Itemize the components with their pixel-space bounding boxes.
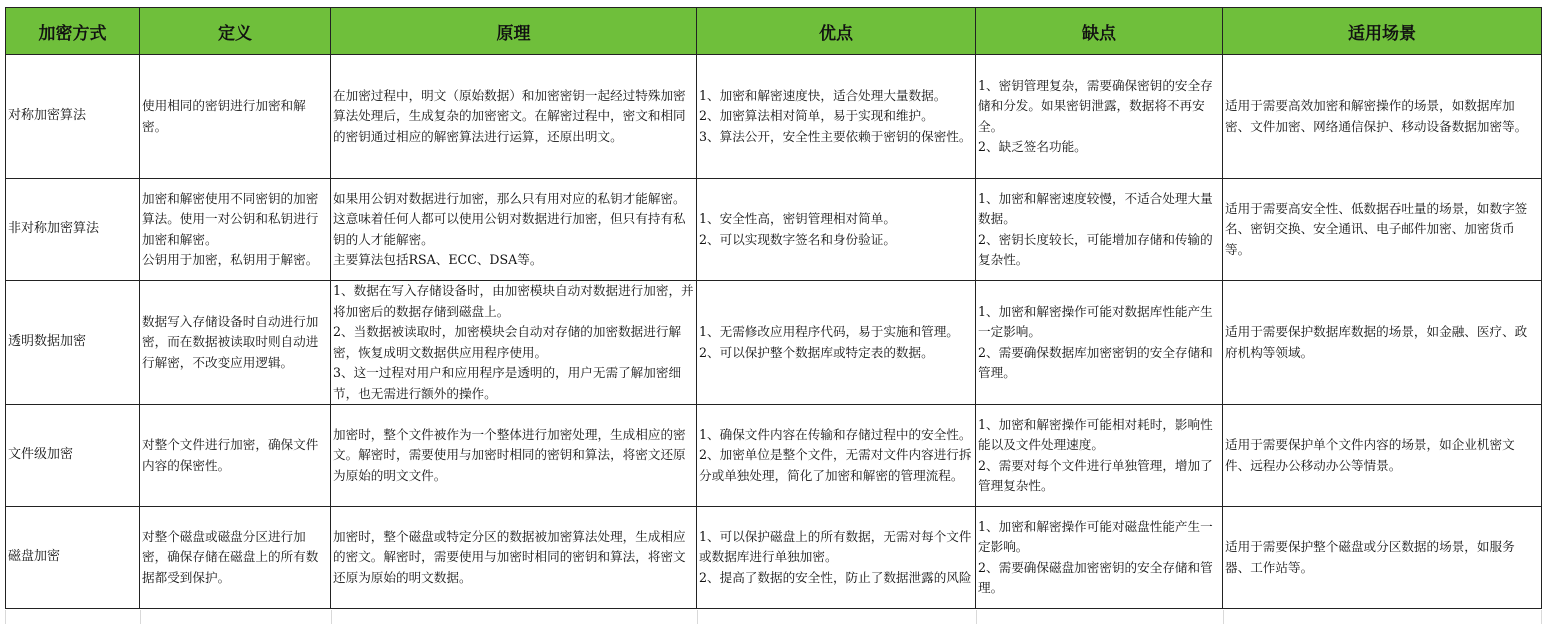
header-definition[interactable]: 定义 <box>140 8 331 55</box>
cell-pros[interactable]: 1、加密和解密速度快，适合处理大量数据。 2、加密算法相对简单，易于实现和维护。 3、算法公开，安全性主要依赖于密钥的保密性。 <box>697 55 976 179</box>
cell-definition[interactable]: 数据写入存储设备时自动进行加密，而在数据被读取时则自动进行解密，不改变应用逻辑。 <box>140 281 331 405</box>
cell-scenarios[interactable]: 适用于需要高安全性、低数据吞吐量的场景，如数字签名、密钥交换、安全通讯、电子邮件加密、加密货币等。 <box>1223 179 1542 281</box>
table-row <box>6 507 1542 609</box>
cell-cons[interactable]: 1、加密和解密操作可能对磁盘性能产生一定影响。 2、需要确保磁盘加密密钥的安全存储和管理。 <box>976 507 1223 609</box>
cell-principle[interactable]: 加密时，整个磁盘或特定分区的数据被加密算法处理，生成相应的密文。解密时，需要使用与加密时相同的密钥和算法，将密文还原为原始的明文数据。 <box>331 507 697 609</box>
encryption-table <box>5 7 1542 609</box>
cell-definition[interactable]: 对整个磁盘或磁盘分区进行加密，确保存储在磁盘上的所有数据都受到保护。 <box>140 507 331 609</box>
cell-method[interactable]: 对称加密算法 <box>6 55 140 179</box>
header-cons[interactable]: 缺点 <box>976 8 1223 55</box>
cell-method[interactable]: 文件级加密 <box>6 405 140 507</box>
table-row <box>6 405 1542 507</box>
cell-method[interactable]: 磁盘加密 <box>6 507 140 609</box>
header-method[interactable]: 加密方式 <box>6 8 140 55</box>
header-pros[interactable]: 优点 <box>697 8 976 55</box>
cell-cons[interactable]: 1、加密和解密速度较慢，不适合处理大量数据。 2、密钥长度较长，可能增加存储和传输的复杂性。 <box>976 179 1223 281</box>
gridline <box>6 610 1542 624</box>
cell-definition[interactable]: 使用相同的密钥进行加密和解密。 <box>140 55 331 179</box>
cell-principle[interactable]: 如果用公钥对数据进行加密，那么只有用对应的私钥才能解密。这意味着任何人都可以使用公钥对数据进行加密，但只有持有私钥的人才能解密。 主要算法包括RSA、ECC、DSA等。 <box>331 179 697 281</box>
table-row <box>6 281 1542 405</box>
cell-scenarios[interactable]: 适用于需要保护单个文件内容的场景，如企业机密文件、远程办公移动办公等情景。 <box>1223 405 1542 507</box>
cell-cons[interactable]: 1、加密和解密操作可能对数据库性能产生一定影响。 2、需要确保数据库加密密钥的安全存储和管理。 <box>976 281 1223 405</box>
cell-principle[interactable]: 1、数据在写入存储设备时，由加密模块自动对数据进行加密，并将加密后的数据存储到磁盘上。 2、当数据被读取时，加密模块会自动对存储的加密数据进行解密，恢复成明文数据供应用程序使用。 3、这一过程对用户和应用程序是透明的，用户无需了解加密细节，也无需进行额外的操作。 <box>331 281 697 405</box>
cell-cons[interactable]: 1、密钥管理复杂，需要确保密钥的安全存储和分发。如果密钥泄露，数据将不再安全。 2、缺乏签名功能。 <box>976 55 1223 179</box>
cell-method[interactable]: 非对称加密算法 <box>6 179 140 281</box>
header-row <box>6 8 1542 55</box>
cell-scenarios[interactable]: 适用于需要高效加密和解密操作的场景，如数据库加密、文件加密、网络通信保护、移动设备数据加密等。 <box>1223 55 1542 179</box>
spreadsheet-gridlines <box>5 610 1541 624</box>
cell-pros[interactable]: 1、无需修改应用程序代码，易于实施和管理。 2、可以保护整个数据库或特定表的数据。 <box>697 281 976 405</box>
cell-method[interactable]: 透明数据加密 <box>6 281 140 405</box>
cell-definition[interactable]: 对整个文件进行加密，确保文件内容的保密性。 <box>140 405 331 507</box>
cell-pros[interactable]: 1、确保文件内容在传输和存储过程中的安全性。 2、加密单位是整个文件，无需对文件内容进行拆分或单独处理，简化了加密和解密的管理流程。 <box>697 405 976 507</box>
table-row <box>6 55 1542 179</box>
cell-scenarios[interactable]: 适用于需要保护数据库数据的场景，如金融、医疗、政府机构等领域。 <box>1223 281 1542 405</box>
cell-definition[interactable]: 加密和解密使用不同密钥的加密算法。使用一对公钥和私钥进行加密和解密。 公钥用于加密，私钥用于解密。 <box>140 179 331 281</box>
cell-principle[interactable]: 在加密过程中，明文（原始数据）和加密密钥一起经过特殊加密算法处理后，生成复杂的加密密文。在解密过程中，密文和相同的密钥通过相应的解密算法进行运算，还原出明文。 <box>331 55 697 179</box>
header-principle[interactable]: 原理 <box>331 8 697 55</box>
cell-scenarios[interactable]: 适用于需要保护整个磁盘或分区数据的场景，如服务器、工作站等。 <box>1223 507 1542 609</box>
cell-pros[interactable]: 1、可以保护磁盘上的所有数据，无需对每个文件或数据库进行单独加密。 2、提高了数据的安全性，防止了数据泄露的风险 <box>697 507 976 609</box>
cell-cons[interactable]: 1、加密和解密操作可能相对耗时，影响性能以及文件处理速度。 2、需要对每个文件进行单独管理，增加了管理复杂性。 <box>976 405 1223 507</box>
table-row <box>6 179 1542 281</box>
cell-principle[interactable]: 加密时，整个文件被作为一个整体进行加密处理，生成相应的密文。解密时，需要使用与加密时相同的密钥和算法，将密文还原为原始的明文文件。 <box>331 405 697 507</box>
cell-pros[interactable]: 1、安全性高，密钥管理相对简单。 2、可以实现数字签名和身份验证。 <box>697 179 976 281</box>
encryption-comparison-sheet <box>5 7 1542 609</box>
header-scenarios[interactable]: 适用场景 <box>1223 8 1542 55</box>
